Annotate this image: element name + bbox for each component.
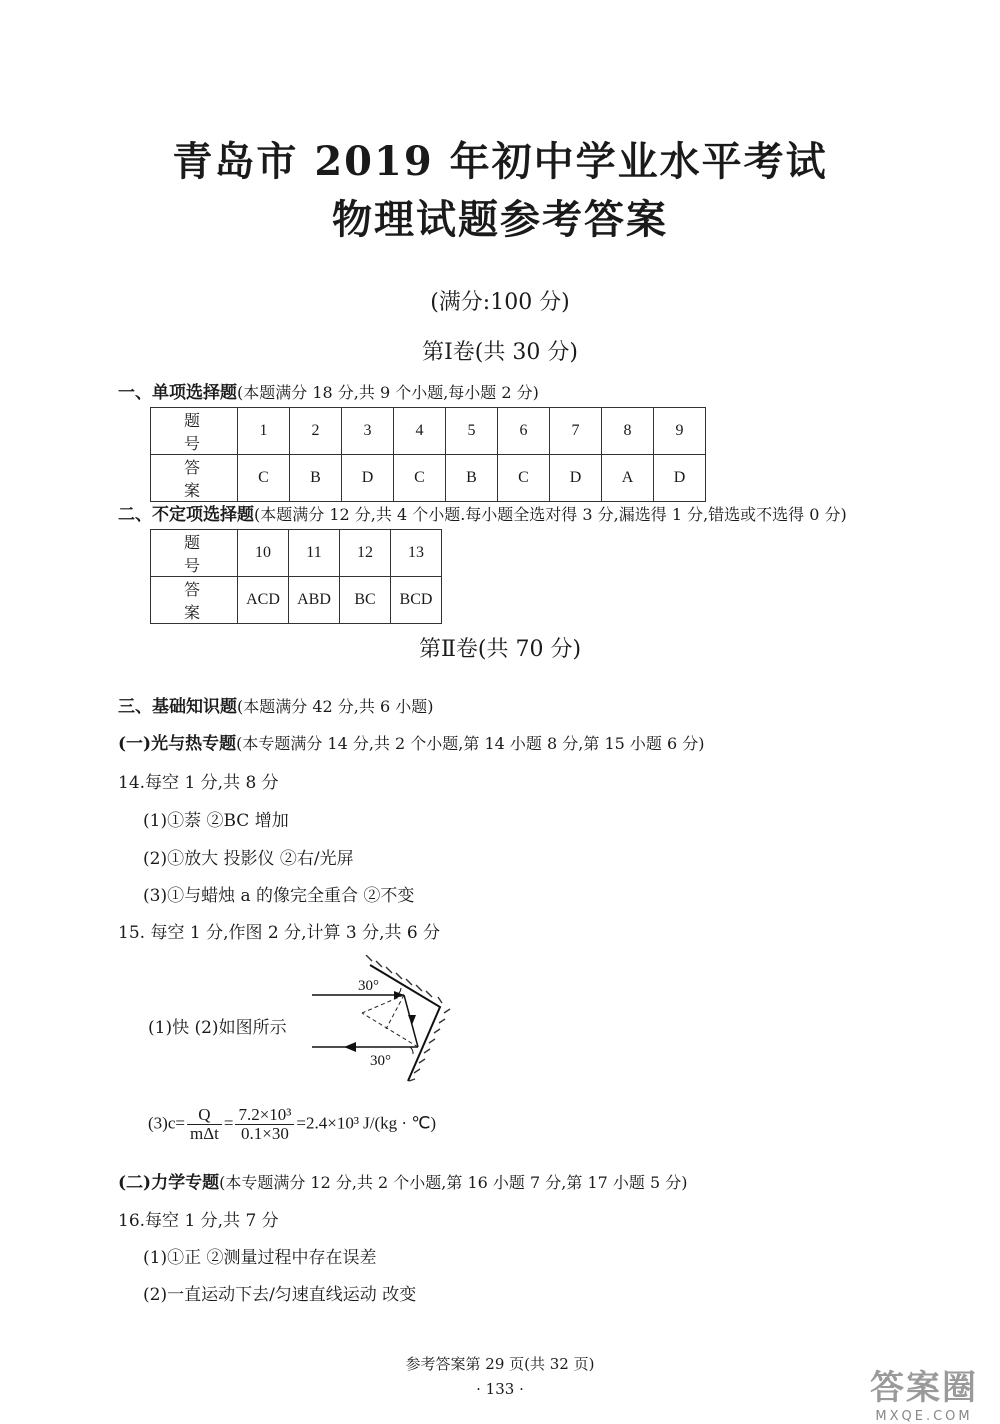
answer-cell: ACD bbox=[238, 577, 289, 624]
volume-1-heading: 第Ⅰ卷(共 30 分) bbox=[422, 340, 578, 365]
topic-1-label: (一)光与热专题 bbox=[118, 734, 237, 754]
question-number: 3 bbox=[342, 408, 394, 455]
question-number: 9 bbox=[654, 408, 706, 455]
title-line-1: 青岛市 2019 年初中学业水平考试 bbox=[172, 138, 828, 185]
table-row bbox=[151, 530, 442, 577]
watermark-url: MXQE.COM bbox=[875, 1409, 973, 1424]
reflected-arrow bbox=[344, 1042, 356, 1052]
q16-head: 16.每空 1 分,共 7 分 bbox=[118, 1211, 279, 1231]
angle-label-bottom: 30° bbox=[370, 1053, 391, 1069]
q16-line-1: (1)①正 ②测量过程中存在误差 bbox=[143, 1248, 377, 1268]
section-3-heading bbox=[118, 692, 433, 717]
q14-line-3: (3)①与蜡烛 a 的像完全重合 ②不变 bbox=[143, 886, 415, 906]
answer-cell: C bbox=[498, 455, 550, 502]
q14-head: 14.每空 1 分,共 8 分 bbox=[118, 773, 279, 793]
answer-cell: B bbox=[290, 455, 342, 502]
angle-label-top: 30° bbox=[358, 978, 379, 994]
page-number: · 133 · bbox=[476, 1380, 524, 1398]
question-number: 1 bbox=[238, 408, 290, 455]
frac2-numerator: 7.2×10³ bbox=[235, 1106, 294, 1125]
answer-cell: C bbox=[394, 455, 446, 502]
section-1-note: (本题满分 18 分,共 9 个小题,每小题 2 分) bbox=[237, 383, 539, 402]
topic-2-label: (二)力学专题 bbox=[118, 1173, 220, 1193]
row-head-number: 题 号 bbox=[151, 530, 238, 577]
single-choice-answer-table bbox=[150, 407, 706, 502]
topic-1-note: (本专题满分 14 分,共 2 个小题,第 14 小题 8 分,第 15 小题 6 分) bbox=[236, 734, 705, 753]
row-head-answer: 答 案 bbox=[151, 577, 238, 624]
q15-head: 15. 每空 1 分,作图 2 分,计算 3 分,共 6 分 bbox=[118, 923, 441, 943]
table-row bbox=[151, 577, 442, 624]
section-3-note: (本题满分 42 分,共 6 小题) bbox=[237, 697, 434, 716]
frac1-denominator: mΔt bbox=[189, 1124, 219, 1143]
fraction-q-over-m-dt bbox=[187, 1106, 222, 1143]
answer-cell: BCD bbox=[391, 577, 442, 624]
watermark-logo-text: 答案圈 bbox=[870, 1368, 978, 1408]
q16-line-2: (2)一直运动下去/匀速直线运动 改变 bbox=[143, 1285, 417, 1305]
question-number: 4 bbox=[394, 408, 446, 455]
calc-prefix: (3)c= bbox=[148, 1113, 185, 1133]
q15-line-1: (1)快 (2)如图所示 bbox=[148, 1018, 287, 1038]
q15-calculation: (3)c= $\frac{Q}{\text{mΔt}}$ = $\frac{\text{7.2×10³}}{0.1\times 30}$ =2.4×10³ J/(kg · ℃) bbox=[148, 1105, 437, 1143]
section-2-note: (本题满分 12 分,共 4 个小题.每小题全选对得 3 分,漏选得 1 分,错选或不选得 0 分) bbox=[254, 505, 847, 524]
topic-1-heading bbox=[118, 729, 705, 754]
frac1-numerator: Q bbox=[187, 1106, 222, 1125]
mirror-reflection-diagram bbox=[300, 955, 470, 1085]
calc-result: =2.4×10³ J/(kg · ℃) bbox=[296, 1113, 437, 1133]
section-2-heading bbox=[118, 500, 847, 525]
section-3-label: 三、基础知识题 bbox=[118, 697, 237, 717]
answer-cell: A bbox=[602, 455, 654, 502]
answer-cell: C bbox=[238, 455, 290, 502]
question-number: 6 bbox=[498, 408, 550, 455]
section-1-label: 一、单项选择题 bbox=[118, 383, 237, 403]
question-number: 5 bbox=[446, 408, 498, 455]
normal-line-1 bbox=[362, 995, 404, 1013]
normal-line-3 bbox=[386, 995, 404, 1029]
middle-arrow bbox=[408, 1015, 416, 1025]
angle-arc-bottom bbox=[410, 1047, 413, 1054]
row-head-number: 题 号 bbox=[151, 408, 238, 455]
question-number: 10 bbox=[238, 530, 289, 577]
volume-2-heading: 第Ⅱ卷(共 70 分) bbox=[418, 637, 582, 662]
question-number: 2 bbox=[290, 408, 342, 455]
multi-choice-answer-table bbox=[150, 529, 442, 624]
frac2-denominator: 0.1×30 bbox=[241, 1124, 289, 1143]
question-number: 11 bbox=[289, 530, 340, 577]
fraction-values bbox=[235, 1106, 294, 1143]
question-number: 12 bbox=[340, 530, 391, 577]
table-row bbox=[151, 455, 706, 502]
full-score: (满分:100 分) bbox=[430, 290, 570, 315]
question-number: 8 bbox=[602, 408, 654, 455]
topic-2-note: (本专题满分 12 分,共 2 个小题,第 16 小题 7 分,第 17 小题 5 分) bbox=[219, 1173, 688, 1192]
footer-page-info: 参考答案第 29 页(共 32 页) bbox=[405, 1355, 595, 1373]
q14-line-2: (2)①放大 投影仪 ②右/光屏 bbox=[143, 849, 354, 869]
watermark-logo bbox=[870, 1360, 978, 1424]
table-row bbox=[151, 408, 706, 455]
answer-cell: D bbox=[654, 455, 706, 502]
answer-cell: BC bbox=[340, 577, 391, 624]
q14-line-1: (1)①萘 ②BC 增加 bbox=[143, 811, 289, 831]
row-head-answer: 答 案 bbox=[151, 455, 238, 502]
answer-cell: B bbox=[446, 455, 498, 502]
title-line-2: 物理试题参考答案 bbox=[332, 196, 668, 243]
section-2-label: 二、不定项选择题 bbox=[118, 505, 254, 525]
answer-cell: ABD bbox=[289, 577, 340, 624]
question-number: 13 bbox=[391, 530, 442, 577]
section-1-heading bbox=[118, 378, 539, 403]
answer-cell: D bbox=[550, 455, 602, 502]
question-number: 7 bbox=[550, 408, 602, 455]
topic-2-heading bbox=[118, 1168, 688, 1193]
answer-cell: D bbox=[342, 455, 394, 502]
